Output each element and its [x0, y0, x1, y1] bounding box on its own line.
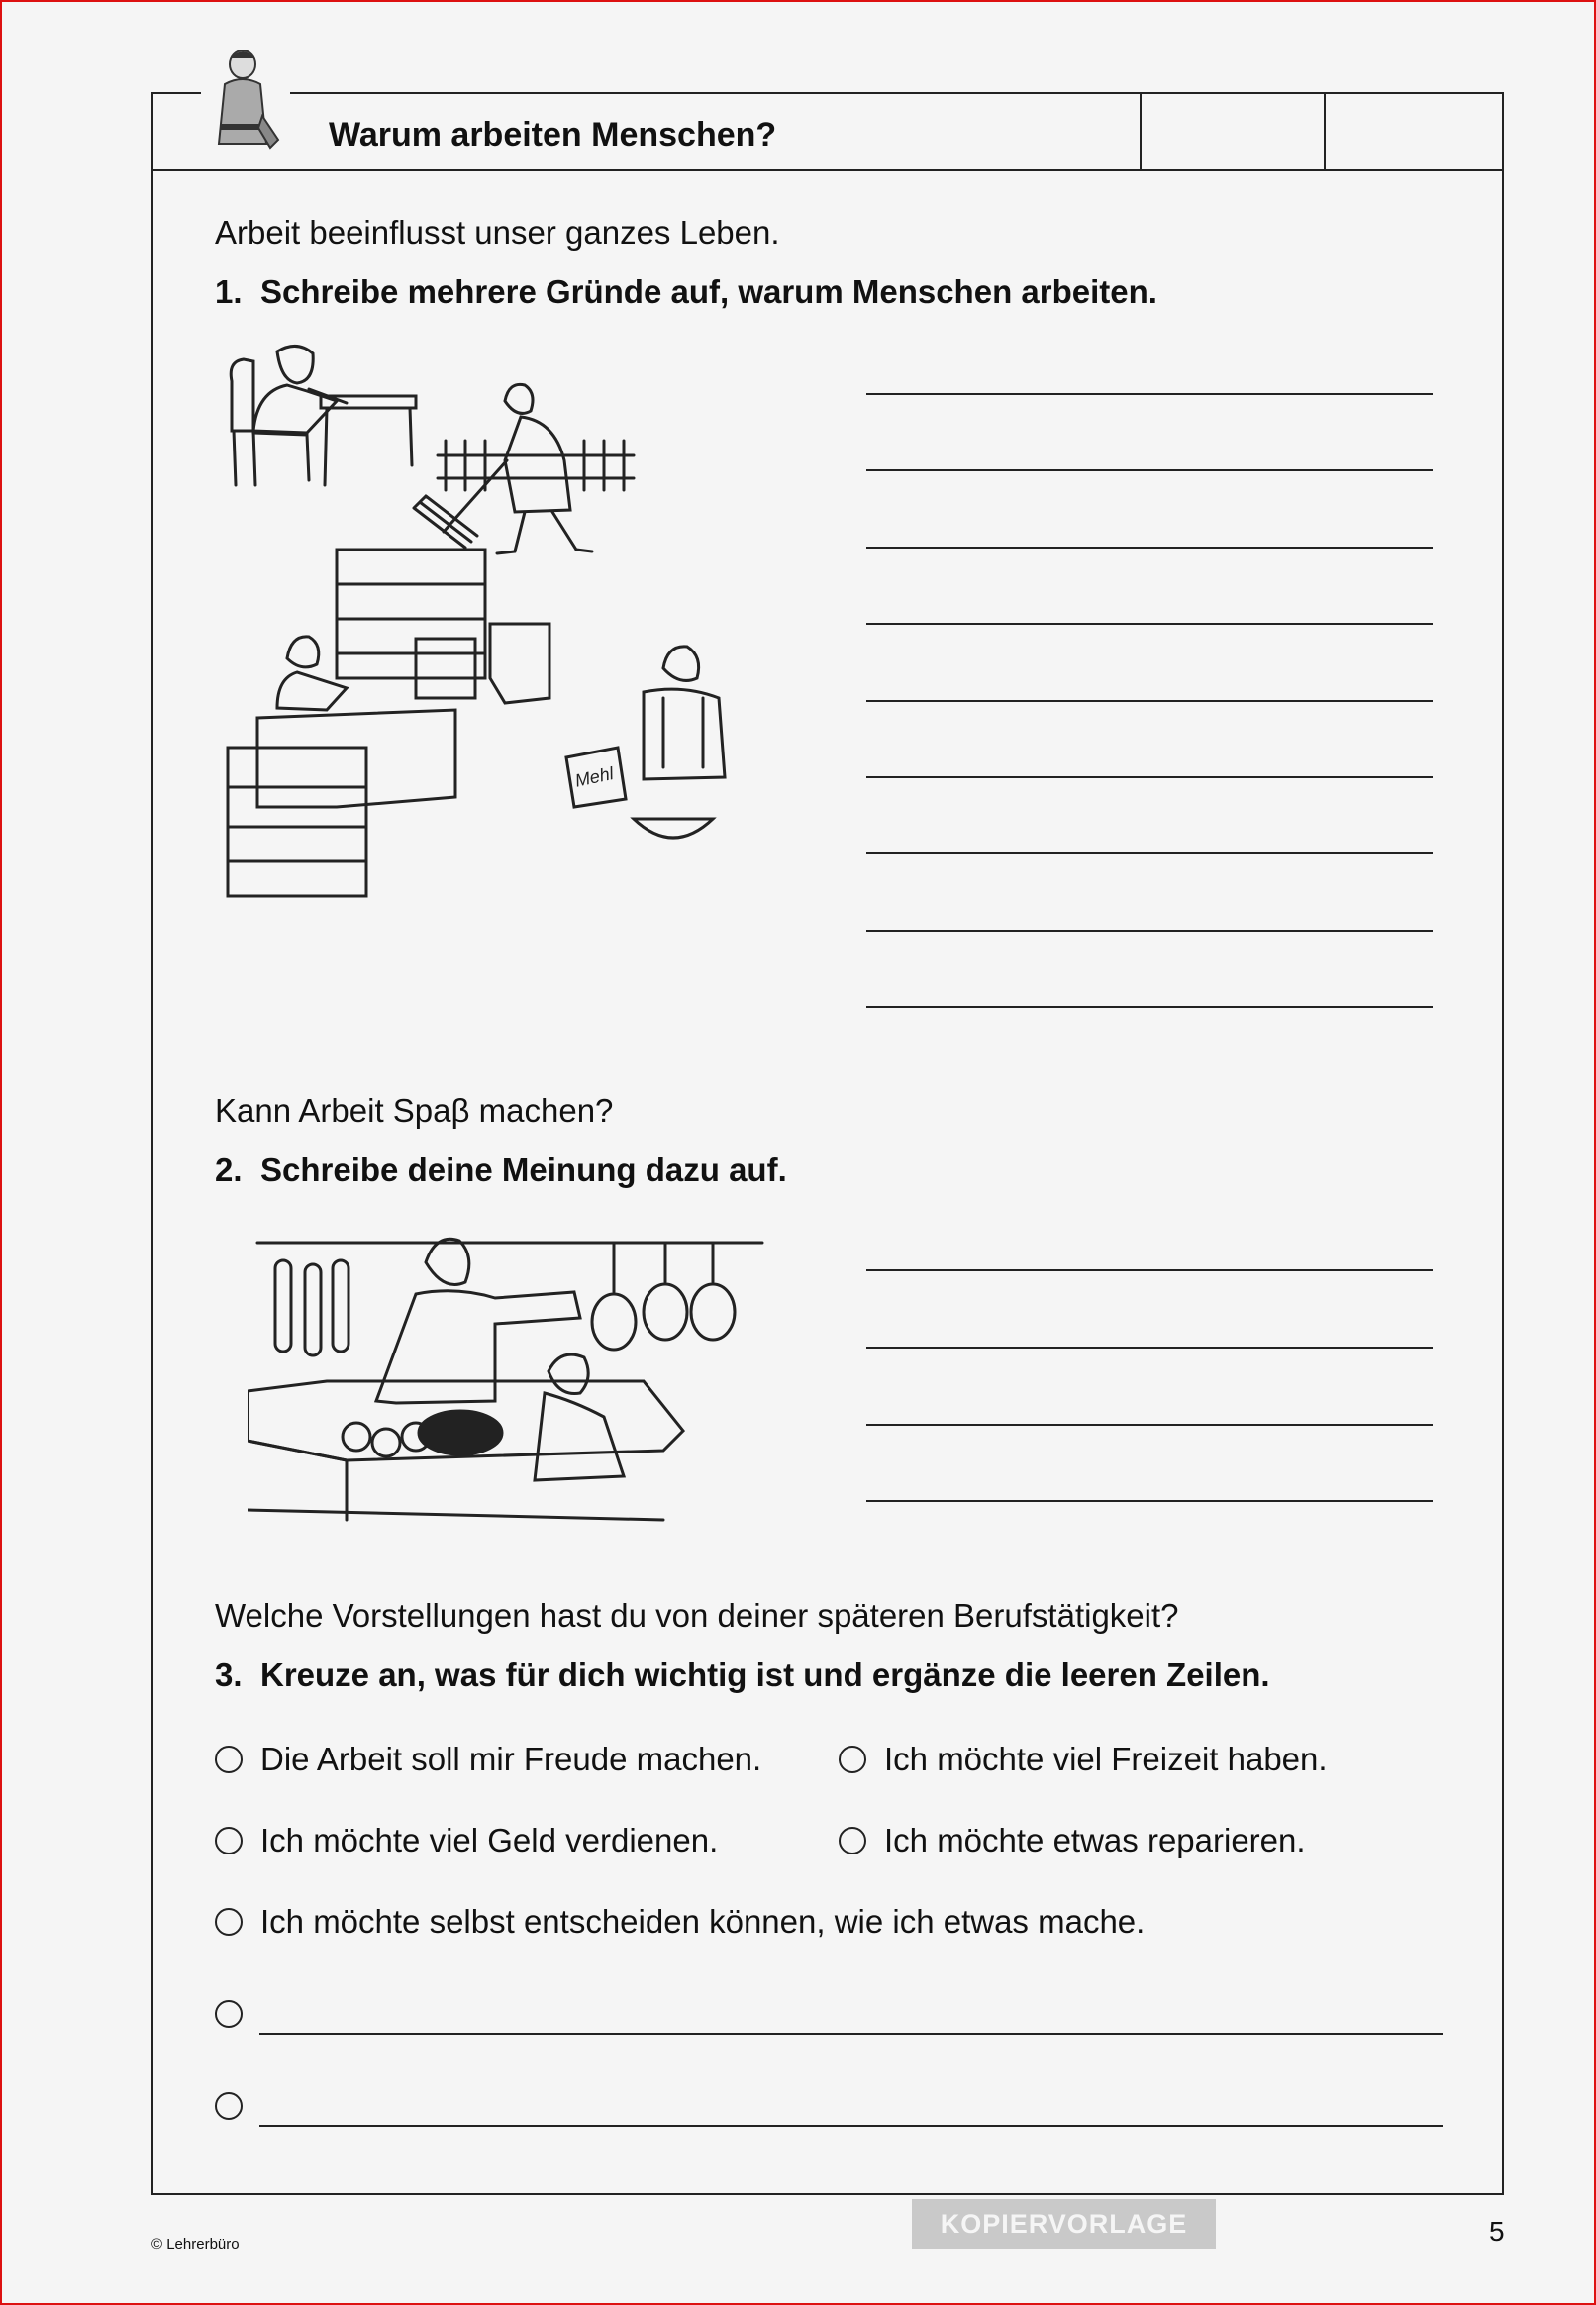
- header-divider: [1324, 94, 1326, 169]
- radio-circle-icon[interactable]: [839, 1827, 866, 1854]
- task-text: Kreuze an, was für dich wichtig ist und ergänze die leeren Zeilen.: [260, 1656, 1270, 1693]
- mascot-figure-icon: [201, 45, 290, 153]
- work-scenes-illustration: [218, 342, 822, 1005]
- writing-line[interactable]: [866, 1006, 1433, 1008]
- intro-text-3: Welche Vorstellungen hast du von deiner späteren Berufstätigkeit?: [215, 1597, 1179, 1634]
- writing-line[interactable]: [866, 852, 1433, 854]
- worksheet-frame: [151, 92, 1504, 2195]
- radio-circle-icon[interactable]: [839, 1746, 866, 1773]
- copyright-text: © Lehrerbüro: [151, 2236, 240, 2253]
- option-label: Ich möchte viel Freizeit haben.: [884, 1741, 1328, 1777]
- radio-circle-icon[interactable]: [215, 1908, 243, 1936]
- option-blank-2[interactable]: [215, 2087, 260, 2125]
- writing-line[interactable]: [866, 623, 1433, 625]
- worksheet-title: Warum arbeiten Menschen?: [329, 116, 777, 153]
- radio-circle-icon[interactable]: [215, 2000, 243, 2028]
- option-label: Ich möchte selbst entscheiden können, wie ich etwas mache.: [260, 1903, 1146, 1940]
- blank-option-line[interactable]: [259, 2125, 1443, 2127]
- writing-line[interactable]: [866, 776, 1433, 778]
- writing-line[interactable]: [866, 1424, 1433, 1426]
- writing-line[interactable]: [866, 1347, 1433, 1349]
- butcher-shop-illustration: [248, 1223, 772, 1530]
- radio-circle-icon[interactable]: [215, 1746, 243, 1773]
- writing-line[interactable]: [866, 393, 1433, 395]
- blank-option-line[interactable]: [259, 2033, 1443, 2035]
- radio-circle-icon[interactable]: [215, 2092, 243, 2120]
- option-label: Ich möchte viel Geld verdienen.: [260, 1822, 719, 1858]
- kopiervorlage-stamp: KOPIERVORLAGE: [912, 2199, 1216, 2249]
- option-label: Ich möchte etwas reparieren.: [884, 1822, 1306, 1858]
- task-1: [215, 273, 1157, 311]
- radio-circle-icon[interactable]: [215, 1827, 243, 1854]
- writing-line[interactable]: [866, 1269, 1433, 1271]
- option-label: Die Arbeit soll mir Freude machen.: [260, 1741, 762, 1777]
- option-geld[interactable]: [215, 1822, 718, 1859]
- task-text: Schreibe deine Meinung dazu auf.: [260, 1152, 787, 1188]
- task-text: Schreibe mehrere Gründe auf, warum Menschen arbeiten.: [260, 273, 1157, 310]
- header-divider: [1140, 94, 1142, 169]
- writing-line[interactable]: [866, 1500, 1433, 1502]
- task-number: 1.: [215, 273, 243, 310]
- writing-line[interactable]: [866, 930, 1433, 932]
- option-freizeit[interactable]: [839, 1741, 1328, 1778]
- task-3: [215, 1656, 1270, 1694]
- option-freude[interactable]: [215, 1741, 761, 1778]
- task-2: [215, 1152, 787, 1189]
- writing-line[interactable]: [866, 700, 1433, 702]
- intro-text-1: Arbeit beeinflusst unser ganzes Leben.: [215, 214, 780, 251]
- flour-bag-label: Mehl: [573, 762, 616, 791]
- task-number: 3.: [215, 1656, 243, 1693]
- task-number: 2.: [215, 1152, 243, 1188]
- header-bar: [153, 94, 1502, 171]
- writing-line[interactable]: [866, 469, 1433, 471]
- page-number: 5: [1489, 2216, 1505, 2247]
- intro-text-2: Kann Arbeit Spaβ machen?: [215, 1092, 614, 1129]
- option-blank-1[interactable]: [215, 1995, 260, 2033]
- option-entscheiden[interactable]: [215, 1903, 1145, 1941]
- option-reparieren[interactable]: [839, 1822, 1306, 1859]
- writing-line[interactable]: [866, 547, 1433, 549]
